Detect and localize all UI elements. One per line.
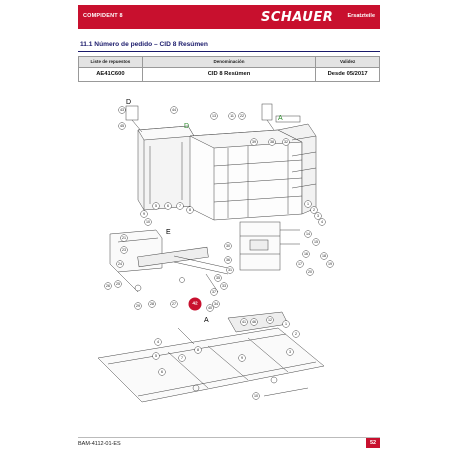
callout-bubble xyxy=(159,369,166,376)
parts-list-number: AE41C600 xyxy=(79,68,143,82)
callout-number: 46 xyxy=(252,320,256,324)
callout-number: 7 xyxy=(179,204,181,208)
section-divider xyxy=(78,51,380,52)
callout-number: 2 xyxy=(313,208,315,212)
callout-bubble xyxy=(187,207,194,214)
callout-bubble xyxy=(305,231,312,238)
callout-bubble xyxy=(283,139,290,146)
callout-bubble xyxy=(141,211,148,218)
callout-number: 22 xyxy=(240,114,244,118)
callout-number: 20 xyxy=(308,270,312,274)
page-number: 52 xyxy=(366,438,380,448)
callout-bubble xyxy=(115,281,122,288)
callout-number: 12 xyxy=(268,318,272,322)
callout-bubble xyxy=(311,207,318,214)
view-label: D xyxy=(184,123,190,130)
callout-bubble xyxy=(269,139,276,146)
callout-bubble xyxy=(267,317,274,324)
callout-bubble xyxy=(241,319,248,326)
callout-number: 7 xyxy=(181,356,183,360)
callout-bubble xyxy=(155,339,162,346)
callout-number: 8 xyxy=(197,348,199,352)
parts-list-table xyxy=(78,56,380,82)
callout-bubble xyxy=(177,203,184,210)
callout-bubble xyxy=(121,235,128,242)
callout-bubble xyxy=(211,113,218,120)
callout-bubble xyxy=(251,139,258,146)
callout-number: 6 xyxy=(161,370,163,374)
callout-number: 1 xyxy=(307,202,309,206)
callout-bubble xyxy=(121,247,128,254)
callout-number: 3 xyxy=(317,214,319,218)
page-header xyxy=(78,5,380,29)
callout-number: 25 xyxy=(116,282,120,286)
callout-bubble xyxy=(287,349,294,356)
callout-number: 14 xyxy=(306,232,310,236)
exploded-assembly-drawing xyxy=(78,96,380,434)
callout-number: 9 xyxy=(241,356,243,360)
callout-bubble xyxy=(211,289,218,296)
callout-bubble xyxy=(213,301,220,308)
callout-number: 41 xyxy=(242,320,246,324)
callout-bubble xyxy=(119,123,126,130)
section-title: 11.1 Número de pedido – CID 8 Resúmen xyxy=(80,41,208,48)
callout-number: 19 xyxy=(328,262,332,266)
svg-text:42: 42 xyxy=(192,301,198,307)
callout-number: 10 xyxy=(254,394,258,398)
callout-number: 28 xyxy=(150,302,154,306)
callout-number: 36 xyxy=(226,258,230,262)
callout-bubble xyxy=(165,203,172,210)
callout-number: 23 xyxy=(122,248,126,252)
callout-bubble xyxy=(293,331,300,338)
callout-bubble xyxy=(305,201,312,208)
part-denomination: CID 8 Resümen xyxy=(142,68,315,82)
callout-bubble xyxy=(105,283,112,290)
callout-number: 18 xyxy=(322,254,326,258)
callout-bubble xyxy=(221,283,228,290)
column-header: Denominación xyxy=(142,57,315,68)
callout-number: 34 xyxy=(214,302,218,306)
brand-logo: SCHAUER xyxy=(261,10,334,25)
callout-number: 4 xyxy=(321,220,323,224)
callout-bubble xyxy=(171,301,178,308)
table-row xyxy=(79,68,380,82)
callout-number: 38 xyxy=(270,140,274,144)
callout-number: 5 xyxy=(155,354,157,358)
left-housing-drawing xyxy=(126,106,194,210)
table-header-row xyxy=(79,57,380,68)
callout-bubble xyxy=(239,113,246,120)
callout-bubble xyxy=(153,203,160,210)
callout-number: 17 xyxy=(298,262,302,266)
footer-divider xyxy=(78,437,380,438)
highlighted-callout xyxy=(189,298,201,310)
callout-bubble xyxy=(225,243,232,250)
document-id: BAM-4112-01-ES xyxy=(78,441,121,447)
callout-bubble xyxy=(117,261,124,268)
callout-number: 11 xyxy=(230,114,234,118)
callout-bubble xyxy=(327,261,334,268)
view-label: D xyxy=(126,99,132,106)
callout-bubble xyxy=(319,219,326,226)
column-header: Validez xyxy=(316,57,380,68)
view-label: A xyxy=(204,317,209,324)
callout-bubble xyxy=(283,321,290,328)
callout-number: 31 xyxy=(228,268,232,272)
callout-bubble xyxy=(207,305,214,312)
callout-bubble xyxy=(171,107,178,114)
callout-number: 32 xyxy=(284,140,288,144)
header-category: Ersatzteile xyxy=(347,13,375,19)
callout-number: 45 xyxy=(120,124,124,128)
callout-bubble xyxy=(315,213,322,220)
callout-number: 21 xyxy=(122,236,126,240)
callout-bubble xyxy=(135,303,142,310)
callout-number: 8 xyxy=(189,208,191,212)
callout-number: 6 xyxy=(167,204,169,208)
model-name: COMPIDENT 8 xyxy=(83,13,123,19)
callout-number: 40 xyxy=(208,306,212,310)
callout-number: 24 xyxy=(118,262,122,266)
callout-number: 1 xyxy=(285,322,287,326)
callout-number: 2 xyxy=(295,332,297,336)
callout-number: 10 xyxy=(146,220,150,224)
callout-number: 4 xyxy=(157,340,159,344)
callout-bubble xyxy=(297,261,304,268)
callout-bubble xyxy=(229,113,236,120)
callout-number: 27 xyxy=(172,302,176,306)
callout-number: 16 xyxy=(304,252,308,256)
callout-number: 9 xyxy=(143,212,145,216)
callout-number: 29 xyxy=(136,304,140,308)
view-label: A xyxy=(278,115,283,122)
base-frame-drawing xyxy=(98,312,324,402)
callout-bubble xyxy=(307,269,314,276)
pump-assembly-drawing xyxy=(110,230,228,292)
callout-number: 33 xyxy=(222,284,226,288)
callout-number: 26 xyxy=(106,284,110,288)
callout-number: 30 xyxy=(226,244,230,248)
callout-bubble xyxy=(313,239,320,246)
callout-number: 43 xyxy=(120,108,124,112)
callout-number: 37 xyxy=(212,290,216,294)
callout-bubble xyxy=(153,353,160,360)
callout-number: 13 xyxy=(212,114,216,118)
callout-bubble xyxy=(119,107,126,114)
callout-bubble xyxy=(149,301,156,308)
callout-bubble xyxy=(239,355,246,362)
callout-bubble xyxy=(321,253,328,260)
callout-bubble xyxy=(195,347,202,354)
callout-number: 5 xyxy=(155,204,157,208)
valve-detail-drawing xyxy=(240,222,300,270)
callout-number: 35 xyxy=(216,276,220,280)
callout-bubble xyxy=(303,251,310,258)
callout-bubble xyxy=(253,393,260,400)
callout-bubble xyxy=(251,319,258,326)
callout-bubble xyxy=(227,267,234,274)
callout-bubble xyxy=(225,257,232,264)
column-header: Liste de repuestos xyxy=(79,57,143,68)
callout-bubble xyxy=(179,355,186,362)
callout-number: 44 xyxy=(172,108,176,112)
main-frame-drawing xyxy=(190,124,316,220)
callout-number: 39 xyxy=(252,140,256,144)
callout-number: 3 xyxy=(289,350,291,354)
callout-bubble xyxy=(215,275,222,282)
callout-number: 15 xyxy=(314,240,318,244)
view-label: E xyxy=(166,229,171,236)
callout-bubble xyxy=(145,219,152,226)
validity: Desde 05/2017 xyxy=(316,68,380,82)
